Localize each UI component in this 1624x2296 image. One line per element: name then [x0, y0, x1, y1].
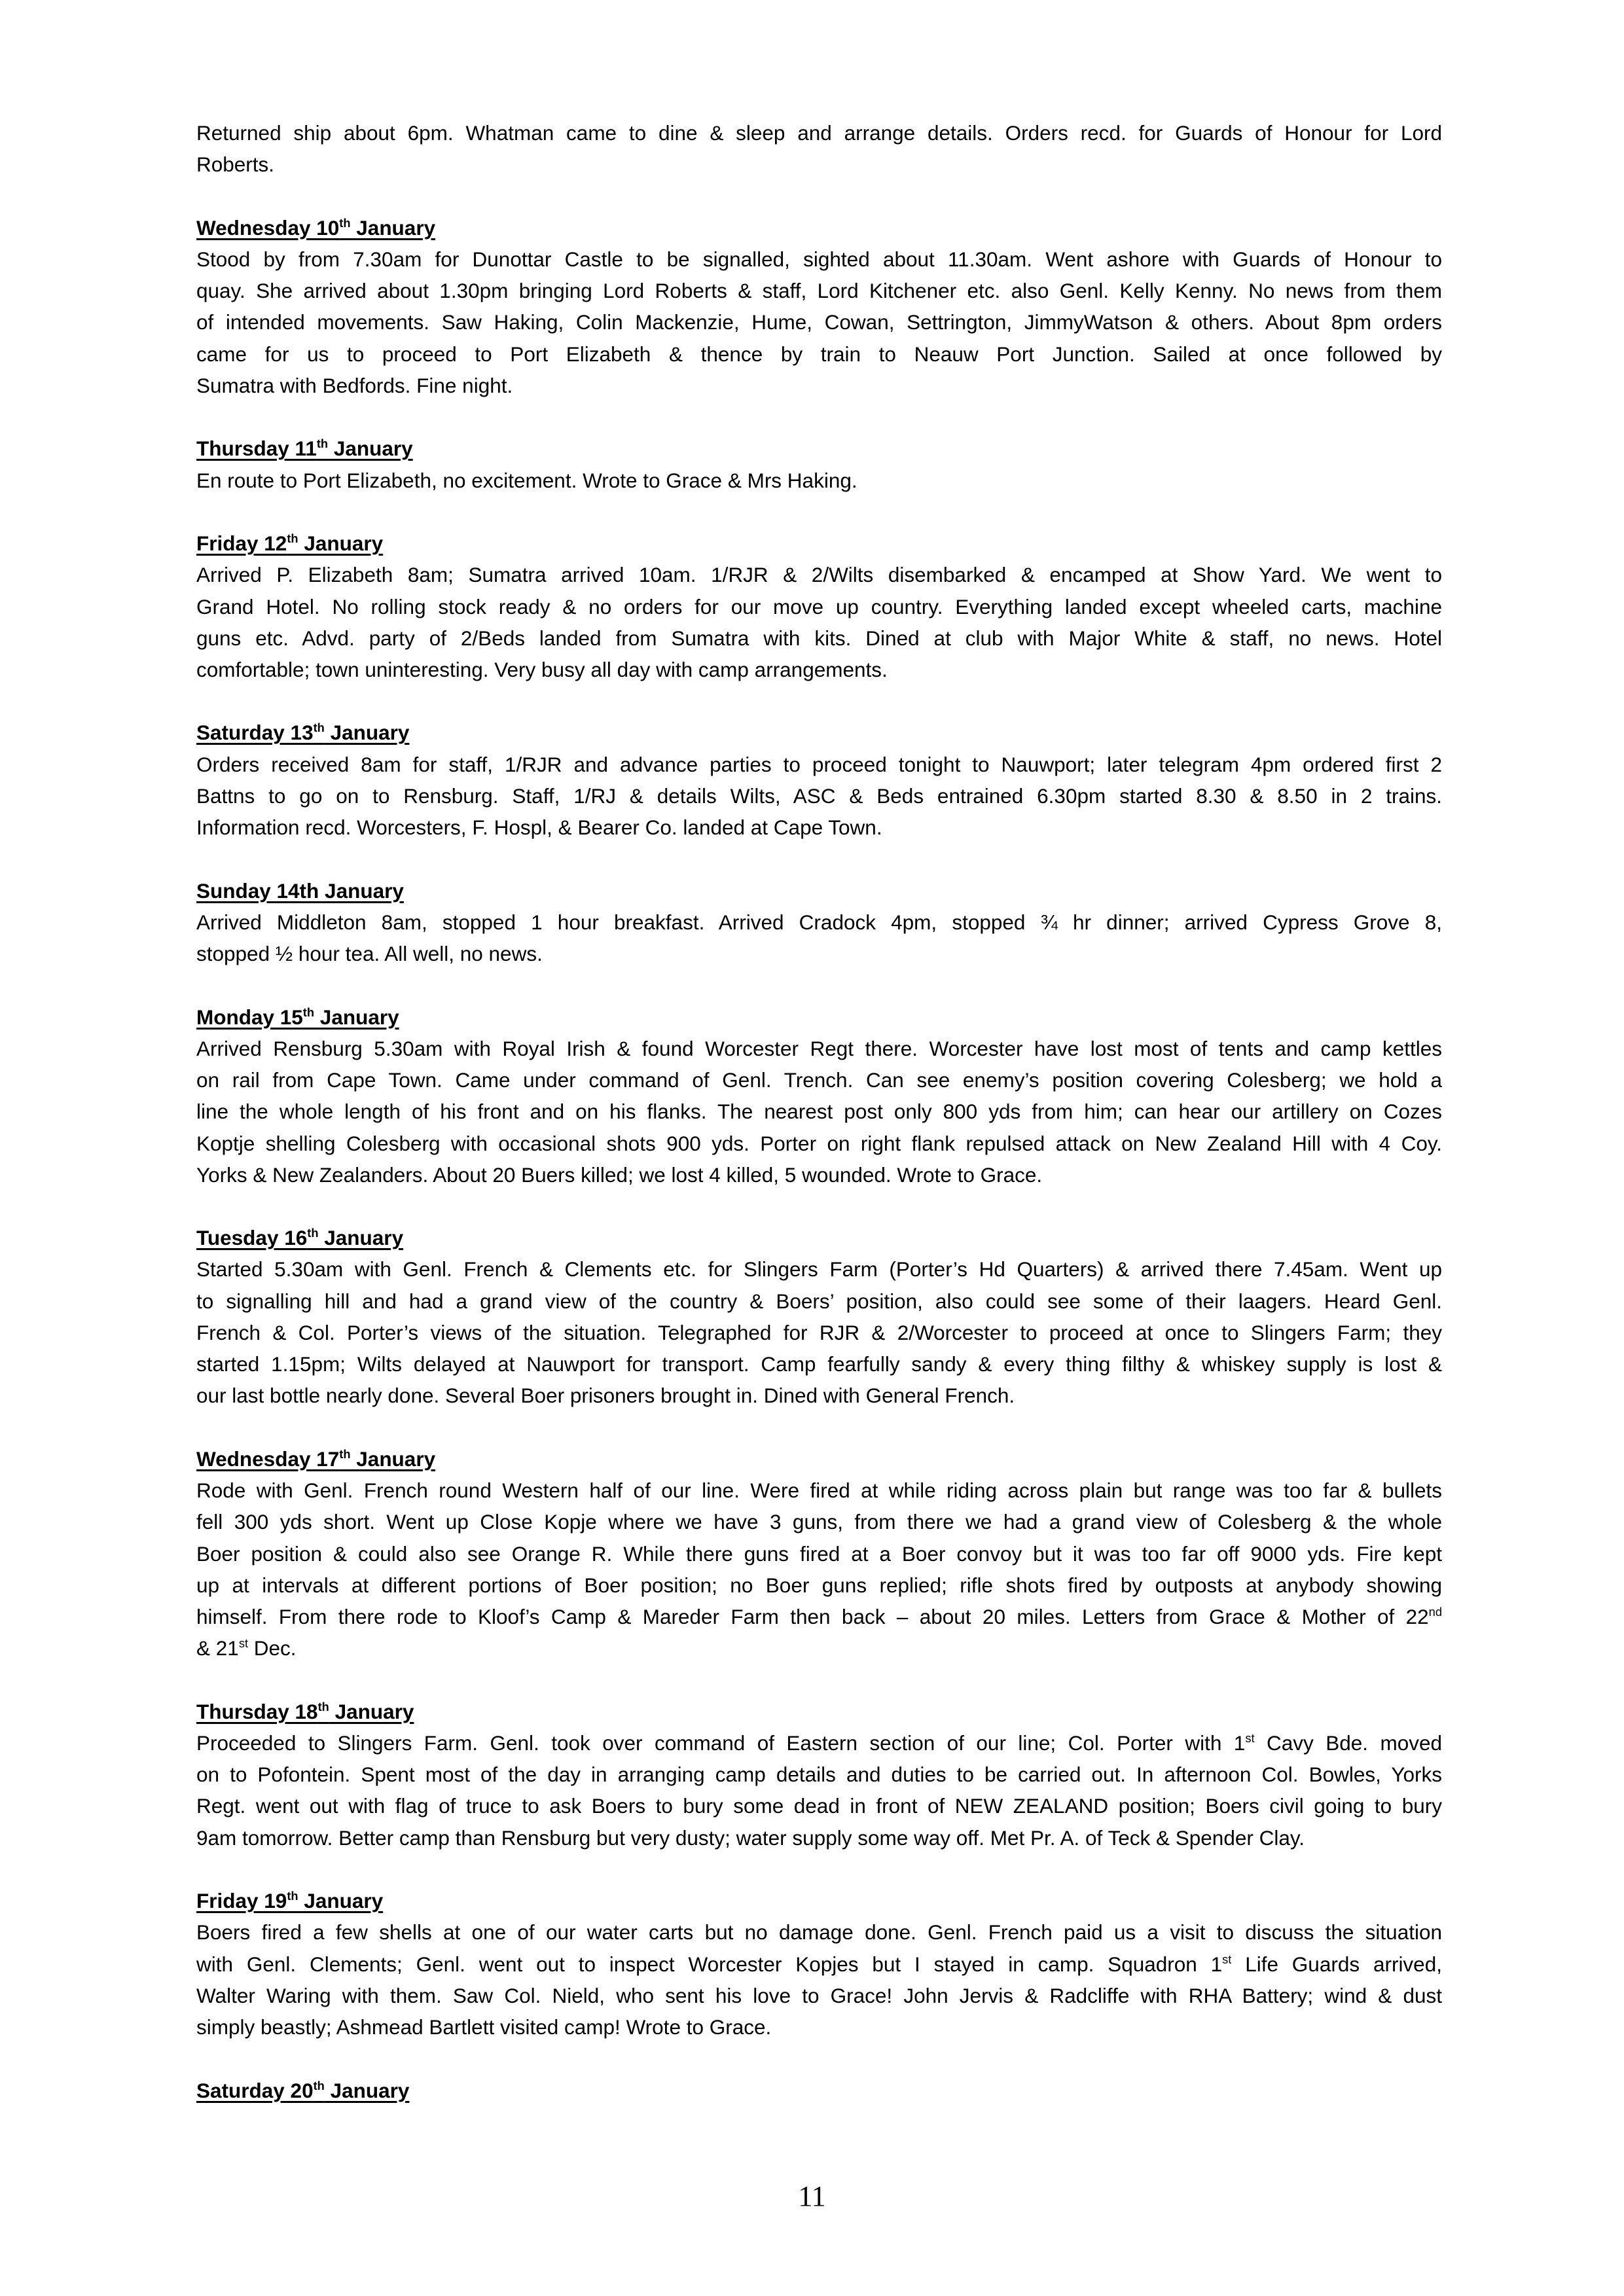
heading-day: Tuesday 16 [196, 1226, 308, 1250]
blank-line [196, 843, 1442, 874]
blank-line [196, 685, 1442, 717]
heading-text [196, 216, 435, 240]
text-line: Information recd. Worcesters, F. Hospl, & Bearer Co. landed at Cape Town. [196, 816, 882, 840]
heading-day: Wednesday 10 [196, 215, 340, 240]
heading-ordinal: th [339, 1446, 351, 1461]
heading-text [196, 2079, 409, 2102]
superscript: st [1222, 1952, 1232, 1966]
heading-ordinal: th [307, 1226, 319, 1240]
page-number: 11 [798, 2180, 826, 2212]
entry-date-heading [196, 717, 1442, 748]
text-line: Koptje shelling Colesberg with occasional shots 900 yds. Porter on right flank repulsed attack on New Zealand Hill with 4 Coy. [196, 1131, 1442, 1155]
heading-text [196, 1226, 403, 1249]
heading-month: January [324, 2078, 410, 2102]
heading-month: January [318, 1226, 404, 1250]
superscript: st [1245, 1731, 1255, 1746]
heading-day: Thursday 11 [196, 437, 317, 461]
text-line: came for us to proceed to Port Elizabeth & thence by train to Neauw Port Junction. Sailed at once followed by [196, 342, 1442, 366]
text-line: Sumatra with Bedfords. Fine night. [196, 373, 513, 397]
entry-date-heading [196, 1001, 1442, 1033]
text-segment: Cavy Bde. moved [1254, 1731, 1442, 1755]
text-line: Roberts. [196, 152, 275, 177]
heading-text [196, 1700, 414, 1723]
heading-text [196, 721, 409, 744]
heading-month: January [350, 1446, 436, 1471]
entry-date-heading [196, 1696, 1442, 1727]
text-line: Walter Waring with them. Saw Col. Nield, who sent his love to Grace! John Jervis & Radcliffe with RHA Battery; wind & dust [196, 1983, 1442, 2007]
heading-day: Sunday 14th January [196, 878, 404, 903]
entry-date-heading [196, 433, 1442, 464]
text-line: Arrived Rensburg 5.30am with Royal Irish & found Worcester Regt there. Worcester have lost most of tents and camp kettles [196, 1036, 1442, 1060]
heading-ordinal: th [302, 1005, 315, 1019]
blank-line [196, 401, 1442, 433]
heading-ordinal: th [313, 2078, 325, 2092]
text-line: fell 300 yds short. Went up Close Kopje where we have 3 guns, from there we had a grand view of Colesberg & the whole [196, 1510, 1442, 1534]
entry-date-heading [196, 875, 1442, 906]
text-segment: & 21 [196, 1636, 239, 1660]
text-line: simply beastly; Ashmead Bartlett visited camp! Wrote to Grace. [196, 2015, 772, 2039]
heading-ordinal: th [316, 437, 329, 451]
heading-month: January [350, 215, 436, 240]
superscript: nd [1428, 1605, 1442, 1619]
text-line [196, 1601, 1442, 1632]
text-line: Stood by from 7.30am for Dunottar Castle to be signalled, sighted about 11.30am. Went ashore with Guards of Honour to [196, 247, 1442, 271]
blank-line [196, 180, 1442, 211]
heading-ordinal: th [313, 721, 325, 735]
heading-month: January [324, 721, 410, 745]
entry-date-heading [196, 212, 1442, 243]
blank-line [196, 496, 1442, 528]
text-line: our last bottle nearly done. Several Boer prisoners brought in. Dined with General French. [196, 1384, 1015, 1408]
text-line: 9am tomorrow. Better camp than Rensburg but very dusty; water supply some way off. Met Pr. A. of Teck & Spender Clay. [196, 1825, 1305, 1850]
text-line: Grand Hotel. No rolling stock ready & no orders for our move up country. Everything landed except wheeled carts, machine [196, 594, 1442, 619]
blank-line [196, 969, 1442, 1001]
heading-text [196, 1005, 399, 1029]
heading-text [196, 437, 413, 460]
text-line: En route to Port Elizabeth, no excitement. Wrote to Grace & Mrs Haking. [196, 468, 857, 492]
heading-text [196, 1447, 435, 1471]
entry-date-heading [196, 1443, 1442, 1475]
text-line: up at intervals at different portions of Boer position; no Boer guns replied; rifle shots fired by outposts at anybody showing [196, 1573, 1442, 1597]
heading-text [196, 1889, 383, 1912]
text-line: on to Pofontein. Spent most of the day in arranging camp details and duties to be carried out. In afternoon Col. Bowles, Yorks [196, 1763, 1442, 1787]
text-line: Yorks & New Zealanders. About 20 Buers killed; we lost 4 killed, 5 wounded. Wrote to Grace. [196, 1162, 1043, 1187]
heading-text [196, 879, 404, 903]
text-line: Started 5.30am with Genl. French & Clements etc. for Slingers Farm (Porter’s Hd Quarters) & arrived there 7.45am. Went up [196, 1257, 1442, 1282]
heading-day: Friday 12 [196, 531, 287, 556]
heading-month: January [298, 531, 384, 556]
text-line: Arrived Middleton 8am, stopped 1 hour breakfast. Arrived Cradock 4pm, stopped ¾ hr dinner; arrived Cypress Grove 8, [196, 910, 1442, 934]
text-line: Orders received 8am for staff, 1/RJR and advance parties to proceed tonight to Nauwport; later telegram 4pm ordered first 2 [196, 752, 1442, 776]
heading-ordinal: th [339, 215, 351, 230]
heading-ordinal: th [317, 1699, 329, 1713]
entry-date-heading [196, 528, 1442, 559]
heading-day: Saturday 20 [196, 2078, 314, 2102]
heading-month: January [329, 1699, 414, 1723]
heading-month: January [328, 437, 413, 461]
text-line: quay. She arrived about 1.30pm bringing Lord Roberts & staff, Lord Kitchener etc. also Genl. Kelly Kenny. No news from them [196, 279, 1442, 303]
text-line: Rode with Genl. French round Western half of our line. Were fired at while riding across plain but range was too far & bullets [196, 1479, 1442, 1503]
text-line [196, 1727, 1442, 1759]
heading-day: Thursday 18 [196, 1699, 318, 1723]
heading-day: Wednesday 17 [196, 1446, 340, 1471]
blank-line [196, 2043, 1442, 2074]
text-line: of intended movements. Saw Haking, Colin Mackenzie, Hume, Cowan, Settrington, JimmyWatson & others. About 8pm orders [196, 310, 1442, 334]
heading-text [196, 531, 383, 555]
entry-date-heading [196, 2075, 1442, 2106]
heading-month: January [314, 1005, 399, 1029]
heading-ordinal: th [287, 531, 298, 546]
text-segment: with Genl. Clements; Genl. went out to inspect Worcester Kopjes but I stayed in camp. Squadron 1 [196, 1952, 1223, 1976]
text-segment: himself. From there rode to Kloof’s Camp & Mareder Farm then back – about 20 miles. Letters from Grace & Mother of 22 [196, 1605, 1429, 1629]
text-segment: Proceeded to Slingers Farm. Genl. took over command of Eastern section of our line; Col. Porter with 1 [196, 1731, 1246, 1755]
blank-line [196, 1412, 1442, 1443]
text-line: guns etc. Advd. party of 2/Beds landed from Sumatra with kits. Dined at club with Major White & staff, no news. Hotel [196, 626, 1442, 650]
blank-line [196, 1664, 1442, 1695]
text-line: comfortable; town uninteresting. Very busy all day with camp arrangements. [196, 657, 888, 681]
text-segment: Dec. [248, 1636, 297, 1660]
superscript: st [238, 1636, 249, 1651]
entry-date-heading [196, 1885, 1442, 1916]
heading-day: Saturday 13 [196, 721, 314, 745]
heading-day: Monday 15 [196, 1005, 303, 1029]
heading-day: Friday 19 [196, 1889, 287, 1913]
text-line: Returned ship about 6pm. Whatman came to dine & sleep and arrange details. Orders recd. for Guards of Honour for Lord [196, 121, 1442, 145]
text-line: line the whole length of his front and on his flanks. The nearest post only 800 yds from him; can hear our artillery on Cozes [196, 1100, 1442, 1124]
blank-line [196, 1191, 1442, 1222]
text-line: to signalling hill and had a grand view of the country & Boers’ position, also could see some of their laagers. Heard Genl. [196, 1289, 1442, 1313]
text-segment: Life Guards arrived, [1231, 1952, 1442, 1976]
text-line: Boers fired a few shells at one of our water carts but no damage done. Genl. French paid us a visit to discuss the situation [196, 1920, 1442, 1945]
heading-ordinal: th [287, 1889, 298, 1903]
text-line: French & Col. Porter’s views of the situation. Telegraphed for RJR & 2/Worcester to proceed at once to Slingers Farm; they [196, 1320, 1442, 1344]
text-line [196, 1948, 1442, 1980]
text-line: Boer position & could also see Orange R. While there guns fired at a Boer convoy but it was too far off 9000 yds. Fire kept [196, 1541, 1442, 1566]
text-line: Battns to go on to Rensburg. Staff, 1/RJ & details Wilts, ASC & Beds entrained 6.30pm started 8.30 & 8.50 in 2 trains. [196, 783, 1442, 808]
text-line: on rail from Cape Town. Came under command of Genl. Trench. Can see enemy’s position covering Colesberg; we hold a [196, 1068, 1442, 1092]
text-line: Arrived P. Elizabeth 8am; Sumatra arrived 10am. 1/RJR & 2/Wilts disembarked & encamped at Show Yard. We went to [196, 563, 1442, 587]
text-line: started 1.15pm; Wilts delayed at Nauwport for transport. Camp fearfully sandy & every thing filthy & whiskey supply is lost & [196, 1352, 1442, 1376]
text-line: Regt. went out with flag of truce to ask Boers to bury some dead in front of NEW ZEALAND position; Boers civil going to bury [196, 1794, 1442, 1818]
diary-page-body [196, 117, 1442, 2106]
entry-date-heading [196, 1222, 1442, 1253]
text-line [196, 1632, 1442, 1664]
heading-month: January [298, 1889, 384, 1913]
blank-line [196, 1854, 1442, 1885]
text-line: stopped ½ hour tea. All well, no news. [196, 942, 543, 966]
